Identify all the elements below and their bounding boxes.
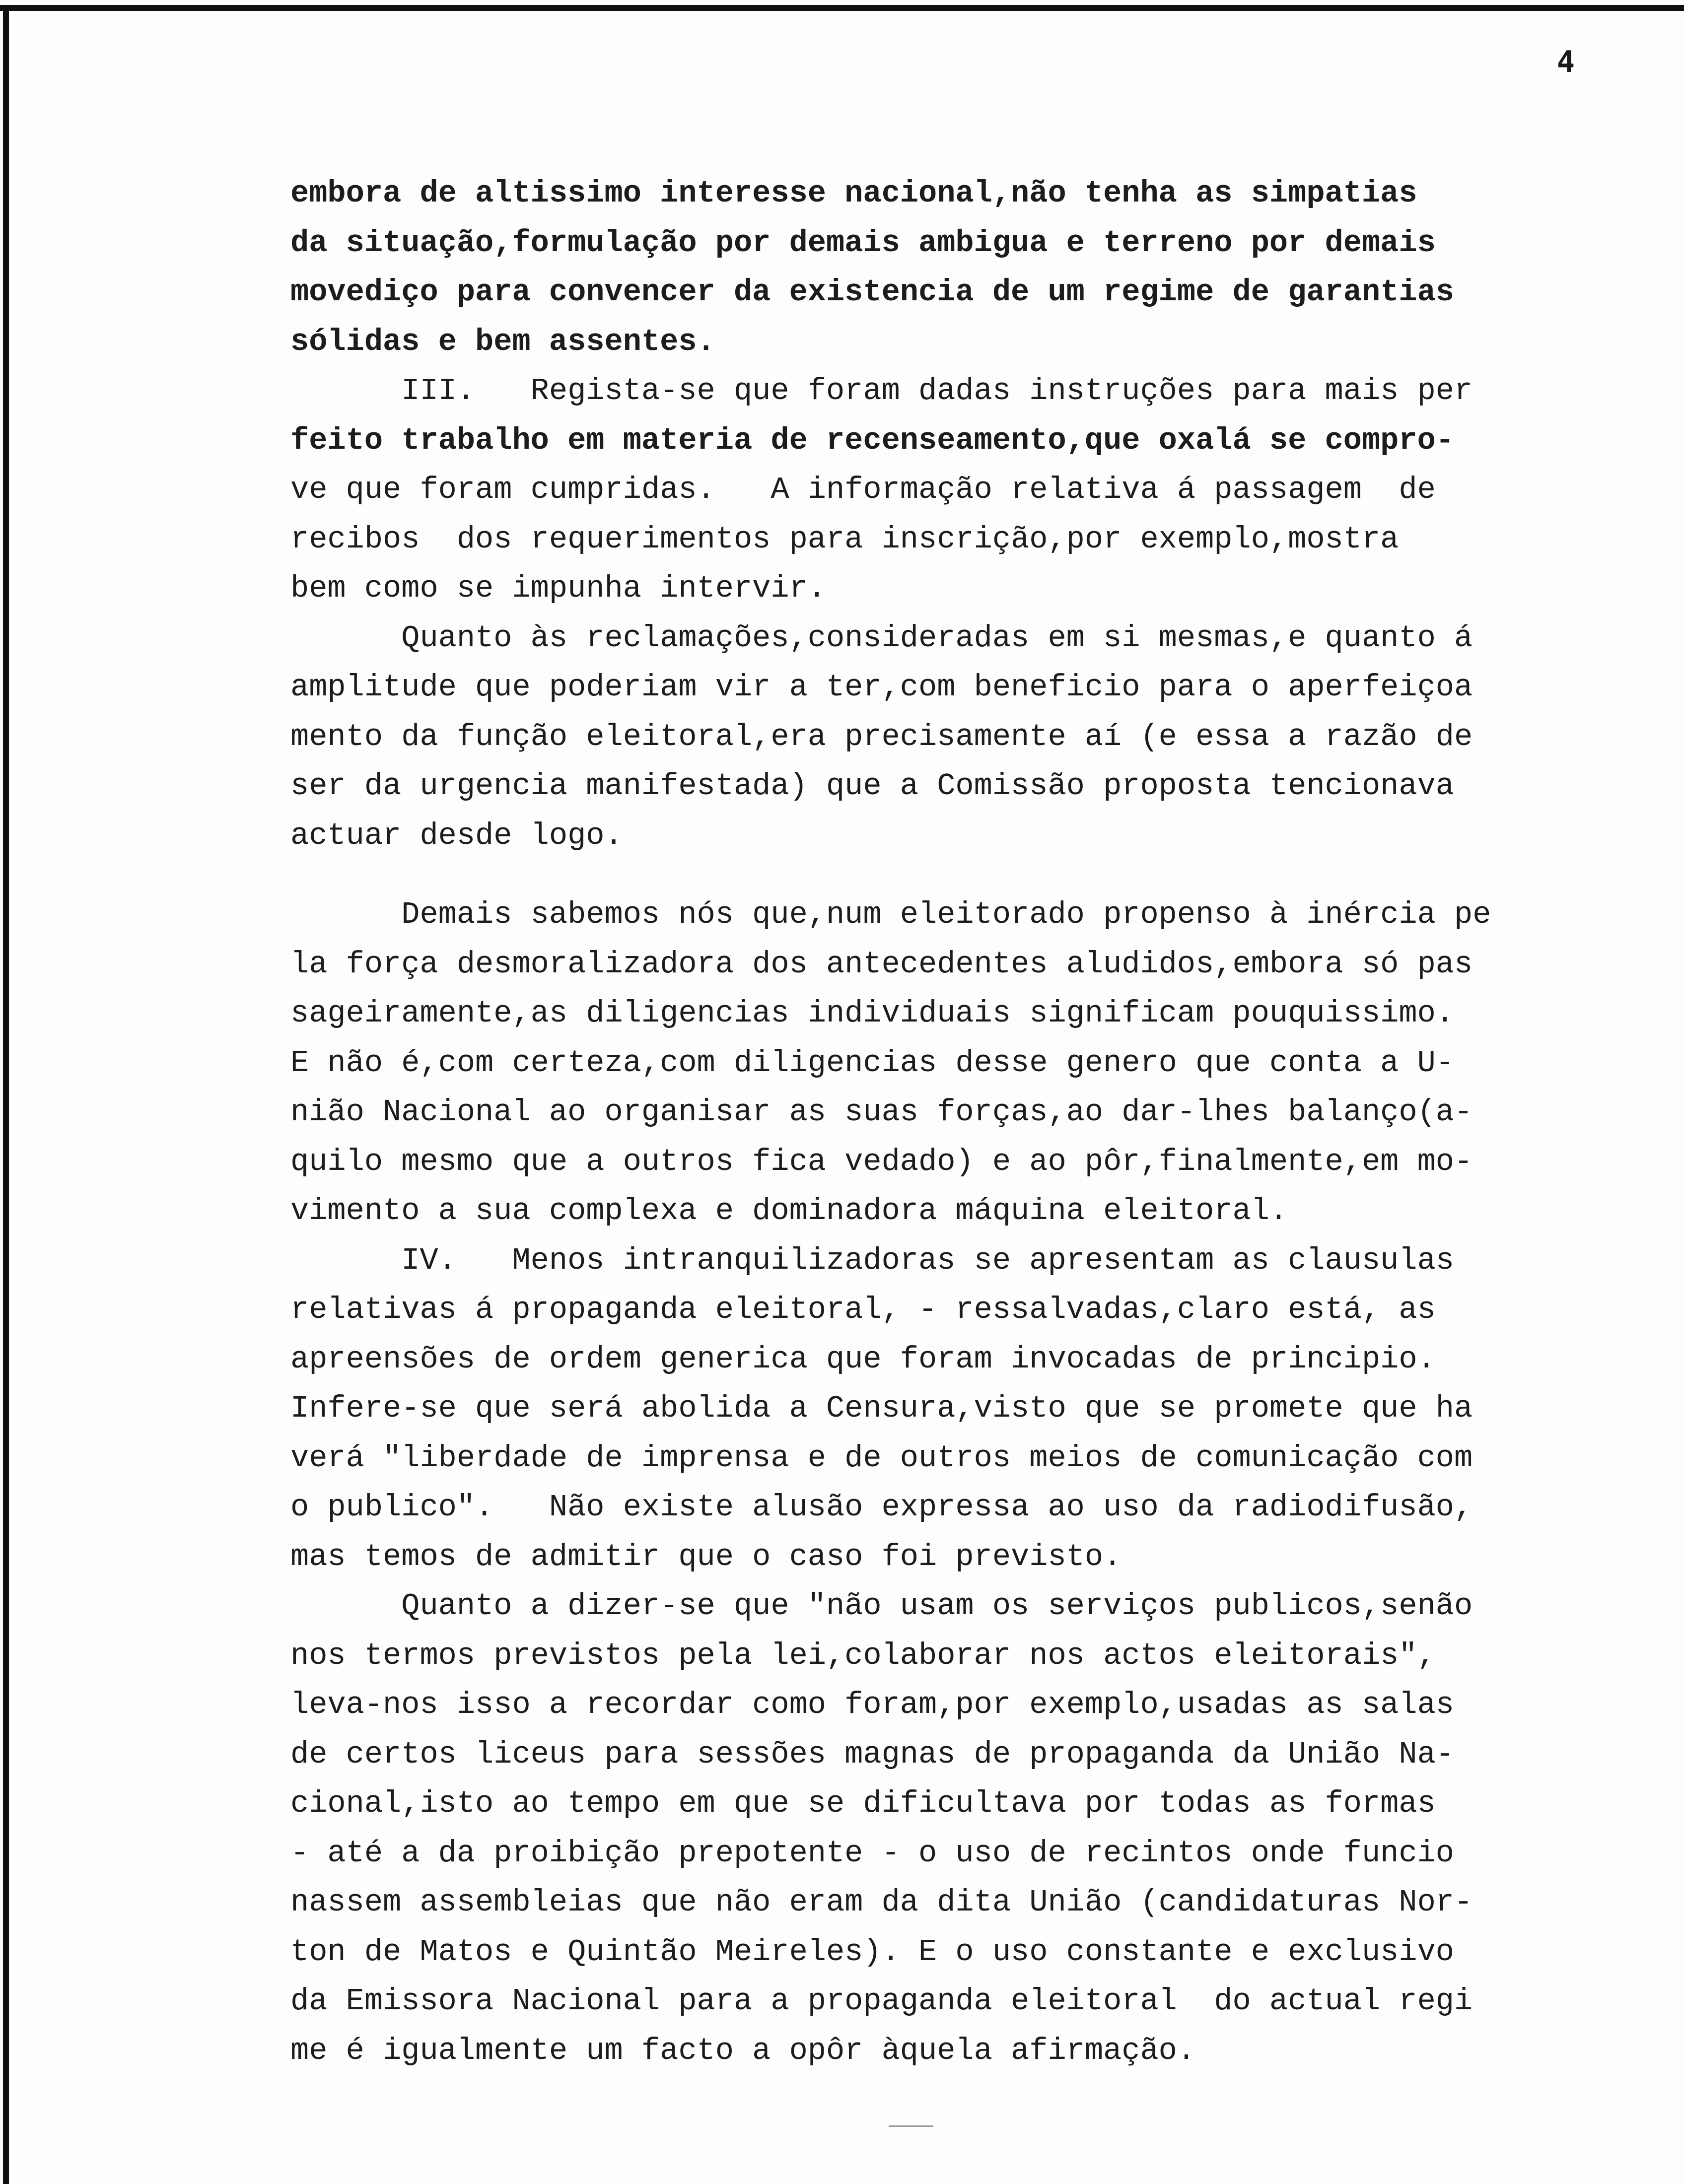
paragraph xyxy=(290,1581,1581,2075)
text-line: relativas á propaganda eleitoral, - ressalvadas,claro está, as xyxy=(290,1292,1436,1327)
text-line: bem como se impunha intervir. xyxy=(290,571,826,606)
page-border-top xyxy=(0,5,1684,11)
text-line: da situação,formulação por demais ambigua e terreno por demais xyxy=(290,225,1436,261)
text-line: Quanto a dizer-se que "não usam os serviços publicos,senão xyxy=(290,1588,1473,1624)
text-line: embora de altissimo interesse nacional,não tenha as simpatias xyxy=(290,176,1417,211)
paragraph xyxy=(290,614,1581,861)
paragraph xyxy=(290,890,1581,1236)
text-line: leva-nos isso a recordar como foram,por exemplo,usadas as salas xyxy=(290,1687,1454,1722)
text-line: Quanto às reclamações,consideradas em si mesmas,e quanto á xyxy=(290,620,1473,656)
text-line: vimento a sua complexa e dominadora máquina eleitoral. xyxy=(290,1193,1288,1228)
text-line: nassem assembleias que não eram da dita União (candidaturas Nor- xyxy=(290,1885,1473,1920)
text-line: apreensões de ordem generica que foram invocadas de principio. xyxy=(290,1341,1436,1377)
text-line: actuar desde logo. xyxy=(290,818,623,853)
text-line: ve que foram cumpridas. A informação relativa á passagem de xyxy=(290,472,1436,507)
paragraph xyxy=(290,169,1581,366)
text-line: Infere-se que será abolida a Censura,visto que se promete que ha xyxy=(290,1391,1473,1426)
text-line: sólidas e bem assentes. xyxy=(290,324,715,359)
text-line: sageiramente,as diligencias individuais significam pouquissimo. xyxy=(290,996,1454,1031)
text-line: - até a da proibição prepotente - o uso de recintos onde funcio xyxy=(290,1835,1454,1871)
text-line: o publico". Não existe alusão expressa ao uso da radiodifusão, xyxy=(290,1490,1473,1525)
text-line: la força desmoralizadora dos antecedentes aludidos,embora só pas xyxy=(290,946,1473,982)
scan-mark xyxy=(889,2125,933,2127)
text-line: de certos liceus para sessões magnas de propaganda da União Na- xyxy=(290,1736,1454,1772)
paragraph xyxy=(290,366,1581,614)
text-line: Demais sabemos nós que,num eleitorado propenso à inércia pe xyxy=(290,897,1491,932)
text-line: da Emissora Nacional para a propaganda eleitoral do actual regi xyxy=(290,1983,1473,2019)
text-line: recibos dos requerimentos para inscrição,por exemplo,mostra xyxy=(290,521,1399,557)
text-line: IV. Menos intranquilizadoras se apresentam as clausulas xyxy=(290,1242,1454,1278)
text-line: cional,isto ao tempo em que se dificultava por todas as formas xyxy=(290,1786,1436,1821)
text-line: mas temos de admitir que o caso foi previsto. xyxy=(290,1539,1122,1574)
text-line: me é igualmente um facto a opôr àquela afirmação. xyxy=(290,2033,1196,2068)
text-line: feito trabalho em materia de recenseamento,que oxalá se compro- xyxy=(290,422,1454,458)
text-line: movediço para convencer da existencia de um regime de garantias xyxy=(290,274,1454,310)
text-line: quilo mesmo que a outros fica vedado) e ao pôr,finalmente,em mo- xyxy=(290,1144,1473,1179)
paragraph-gap xyxy=(290,860,1581,890)
page-number: 4 xyxy=(1556,45,1575,79)
text-line: III. Regista-se que foram dadas instruções para mais per xyxy=(290,373,1473,409)
text-line: amplitude que poderiam vir a ter,com beneficio para o aperfeiçoa xyxy=(290,670,1473,705)
text-line: nos termos previstos pela lei,colaborar nos actos eleitorais", xyxy=(290,1638,1436,1673)
text-line: ser da urgencia manifestada) que a Comissão proposta tencionava xyxy=(290,768,1454,804)
text-line: mento da função eleitoral,era precisamente aí (e essa a razão de xyxy=(290,719,1473,754)
text-line: E não é,com certeza,com diligencias desse genero que conta a U- xyxy=(290,1045,1454,1081)
paragraph xyxy=(290,1236,1581,1582)
text-line: nião Nacional ao organisar as suas forças,ao dar-lhes balanço(a- xyxy=(290,1094,1473,1130)
text-line: verá "liberdade de imprensa e de outros meios de comunicação com xyxy=(290,1440,1473,1476)
page-border-left xyxy=(3,5,9,2184)
document-body xyxy=(290,169,1581,2075)
text-line: ton de Matos e Quintão Meireles). E o uso constante e exclusivo xyxy=(290,1934,1454,1970)
